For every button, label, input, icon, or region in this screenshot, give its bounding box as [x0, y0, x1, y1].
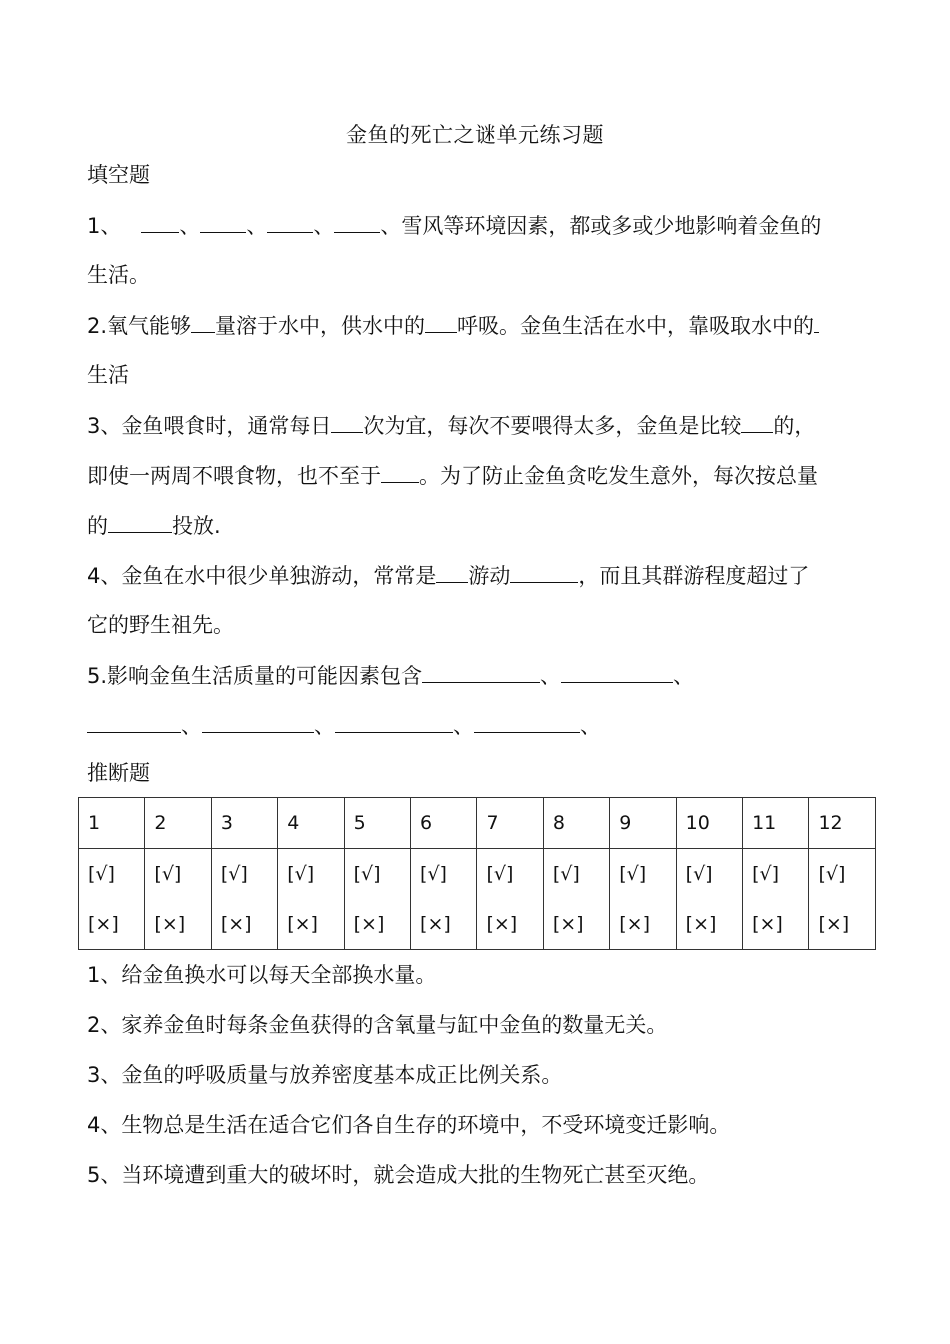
false-mark[interactable]: [×]: [287, 913, 318, 935]
answer-blank: [436, 560, 468, 583]
question-4-part-b: 游动: [468, 564, 511, 588]
separator: 、: [453, 714, 474, 738]
false-mark[interactable]: [×]: [220, 913, 252, 935]
judge-section-heading: 推断题: [87, 761, 150, 785]
question-3-line-2-a: 即使一两周不喂食物，也不至于: [87, 464, 381, 488]
answer-blank: [741, 410, 773, 433]
answer-blank: [331, 410, 363, 433]
question-5-line-2: [87, 710, 601, 741]
answer-blank: [474, 710, 580, 733]
answer-table-mark-row: [79, 849, 876, 950]
answer-blank: [267, 210, 313, 233]
question-number-cell: 4: [278, 798, 344, 849]
question-3-part-b: 次为宜，每次不要喂得太多，金鱼是比较: [363, 414, 742, 438]
answer-choice-cell: [809, 849, 876, 950]
question-2-part-c: 呼吸。金鱼生活在水中，靠吸取水中的: [457, 314, 815, 338]
question-1-text: 雪风等环境因素，都或多或少地影响着金鱼的: [401, 214, 822, 238]
answer-choice-cell: [145, 849, 211, 950]
answer-blank: [510, 560, 578, 583]
answer-blank: [561, 660, 673, 683]
question-1: [87, 210, 821, 241]
true-mark[interactable]: [√]: [486, 863, 514, 885]
question-number-cell: 11: [743, 798, 809, 849]
true-mark[interactable]: [√]: [420, 863, 447, 885]
question-3: [87, 410, 815, 441]
separator: 、: [673, 664, 695, 688]
answer-choice-cell: [79, 849, 145, 950]
answer-blank: [141, 210, 179, 233]
question-2: [87, 310, 819, 341]
true-mark[interactable]: [√]: [287, 863, 315, 885]
question-3-part-c: 的，: [773, 414, 816, 438]
question-number-cell: 8: [543, 798, 609, 849]
answer-choice-cell: [278, 849, 344, 950]
separator: 、: [380, 214, 402, 238]
true-mark[interactable]: [√]: [685, 863, 713, 885]
question-5-text: 5.影响金鱼生活质量的可能因素包含: [87, 664, 423, 688]
judge-statement: 3、金鱼的呼吸质量与放养密度基本成正比例关系。: [87, 1063, 563, 1087]
answer-choice-cell: [211, 849, 277, 950]
question-4-part-c: ，而且其群游程度超过了: [578, 564, 810, 588]
question-4-part-a: 4、金鱼在水中很少单独游动，常常是: [87, 564, 437, 588]
answer-blank: [191, 310, 215, 333]
false-mark[interactable]: [×]: [353, 913, 385, 935]
question-1-prefix: 1、: [87, 214, 122, 238]
question-4-continuation: 它的野生祖先。: [87, 613, 234, 637]
answer-blank: [200, 210, 246, 233]
answer-table: [78, 797, 876, 950]
answer-choice-cell: [743, 849, 809, 950]
true-mark[interactable]: [√]: [154, 863, 182, 885]
question-number-cell: 3: [211, 798, 277, 849]
true-mark[interactable]: [√]: [552, 863, 580, 885]
answer-blank: [814, 310, 819, 333]
page-title: 金鱼的死亡之谜单元练习题: [346, 123, 604, 147]
answer-blank: [381, 460, 419, 483]
false-mark[interactable]: [×]: [619, 913, 650, 935]
question-number-cell: 6: [411, 798, 477, 849]
question-2-continuation: 生活: [87, 363, 129, 387]
question-number-cell: 9: [610, 798, 676, 849]
question-number-cell: 10: [676, 798, 742, 849]
false-mark[interactable]: [×]: [685, 913, 717, 935]
question-number-cell: 1: [79, 798, 145, 849]
true-mark[interactable]: [√]: [619, 863, 647, 885]
question-number-cell: 2: [145, 798, 211, 849]
question-3-line-3-b: 投放.: [172, 514, 221, 538]
fill-section-heading: 填空题: [87, 163, 150, 187]
separator: 、: [246, 214, 268, 238]
question-number-cell: 12: [809, 798, 876, 849]
judge-statement: 5、当环境遭到重大的破坏时，就会造成大批的生物死亡甚至灭绝。: [87, 1163, 710, 1187]
answer-choice-cell: [344, 849, 410, 950]
question-1-continuation: 生活。: [87, 263, 150, 287]
question-3-line-3: [87, 510, 221, 541]
question-3-line-3-a: 的: [87, 514, 108, 538]
true-mark[interactable]: [√]: [353, 863, 381, 885]
false-mark[interactable]: [×]: [486, 913, 518, 935]
answer-choice-cell: [543, 849, 609, 950]
separator: 、: [540, 664, 562, 688]
answer-blank: [108, 510, 172, 533]
true-mark[interactable]: [√]: [220, 863, 248, 885]
false-mark[interactable]: [×]: [154, 913, 186, 935]
question-3-line-2: [87, 460, 818, 491]
true-mark[interactable]: [√]: [88, 863, 115, 885]
question-3-line-2-b: 。为了防止金鱼贪吃发生意外，每次按总量: [419, 464, 818, 488]
false-mark[interactable]: [×]: [420, 913, 451, 935]
question-5: [87, 660, 694, 691]
separator: 、: [314, 714, 335, 738]
question-3-part-a: 3、金鱼喂食时，通常每日: [87, 414, 332, 438]
separator: 、: [580, 714, 601, 738]
judge-statement: 2、家养金鱼时每条金鱼获得的含氧量与缸中金鱼的数量无关。: [87, 1013, 668, 1037]
answer-blank: [334, 210, 380, 233]
answer-choice-cell: [610, 849, 676, 950]
question-number-cell: 7: [477, 798, 543, 849]
answer-choice-cell: [477, 849, 543, 950]
false-mark[interactable]: [×]: [752, 913, 783, 935]
true-mark[interactable]: [√]: [818, 863, 846, 885]
answer-choice-cell: [676, 849, 742, 950]
separator: 、: [313, 214, 335, 238]
true-mark[interactable]: [√]: [752, 863, 779, 885]
false-mark[interactable]: [×]: [552, 913, 584, 935]
false-mark[interactable]: [×]: [818, 913, 850, 935]
answer-blank: [202, 710, 314, 733]
judge-statement: 1、给金鱼换水可以每天全部换水量。: [87, 963, 437, 987]
separator: 、: [179, 214, 201, 238]
question-2-part-b: 量溶于水中，供水中的: [215, 314, 426, 338]
answer-choice-cell: [411, 849, 477, 950]
question-2-part-a: 2.氧气能够: [87, 314, 192, 338]
answer-blank: [422, 660, 540, 683]
answer-blank: [87, 710, 181, 733]
judge-statement: 4、生物总是生活在适合它们各自生存的环境中，不受环境变迁影响。: [87, 1113, 731, 1137]
question-number-cell: 5: [344, 798, 410, 849]
answer-blank: [335, 710, 453, 733]
question-4: [87, 560, 809, 591]
false-mark[interactable]: [×]: [88, 913, 119, 935]
answer-table-number-row: [79, 798, 876, 849]
separator: 、: [181, 714, 202, 738]
answer-blank: [425, 310, 457, 333]
